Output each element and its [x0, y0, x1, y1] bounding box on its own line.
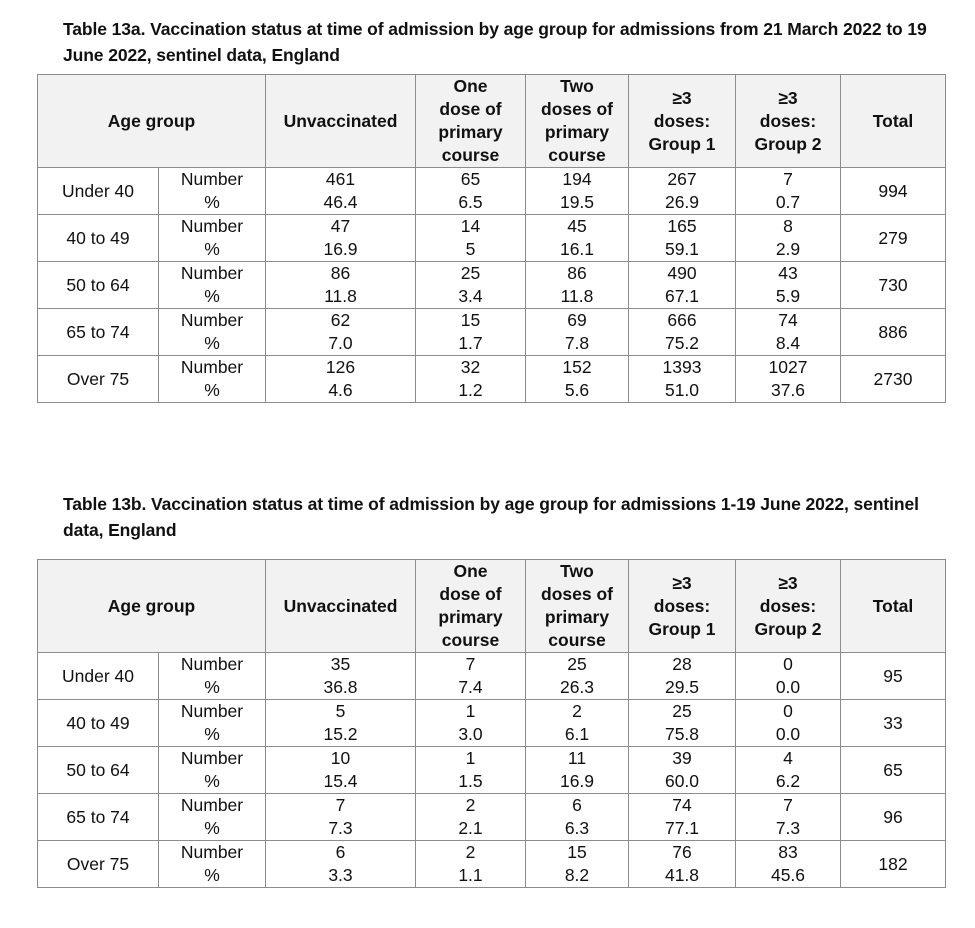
header-two-doses-line: Two — [560, 76, 594, 96]
percent-value: 15.4 — [323, 771, 358, 791]
percent-value: 26.9 — [664, 192, 700, 212]
value-cell — [736, 794, 841, 841]
table-row — [38, 356, 946, 403]
number-value: 0 — [783, 654, 793, 674]
number-value: 1393 — [662, 357, 702, 377]
number-value: 45 — [567, 216, 587, 236]
percent-value: 67.1 — [664, 286, 700, 306]
value-cell — [736, 700, 841, 747]
value-cell — [629, 747, 736, 794]
value-cell — [736, 653, 841, 700]
total-cell: 994 — [841, 168, 946, 215]
metric-percent-label: % — [204, 771, 220, 791]
header-group-2 — [736, 560, 841, 653]
header-unvaccinated: Unvaccinated — [266, 560, 416, 653]
header-group-1 — [629, 75, 736, 168]
table-13a — [37, 74, 946, 403]
value-cell — [416, 309, 526, 356]
metric-label-cell — [159, 215, 266, 262]
percent-value: 2.1 — [458, 818, 483, 838]
metric-label-cell — [159, 309, 266, 356]
header-total: Total — [841, 560, 946, 653]
percent-value: 4.6 — [328, 380, 353, 400]
metric-number-label: Number — [180, 795, 244, 815]
value-cell — [266, 168, 416, 215]
metric-label-cell — [159, 653, 266, 700]
header-one-dose-line: course — [441, 145, 500, 165]
value-cell — [416, 215, 526, 262]
number-value: 461 — [325, 169, 356, 189]
number-value: 7 — [465, 654, 476, 674]
age-group-cell: Under 40 — [38, 168, 159, 215]
header-two-doses-line: doses of — [541, 99, 613, 119]
metric-percent-label: % — [204, 677, 220, 697]
value-cell — [266, 747, 416, 794]
number-value: 47 — [330, 216, 351, 236]
number-value: 43 — [778, 263, 798, 283]
metric-number-label: Number — [180, 169, 244, 189]
total-cell: 730 — [841, 262, 946, 309]
number-value: 39 — [672, 748, 692, 768]
percent-value: 16.1 — [559, 239, 595, 259]
number-value: 6 — [572, 795, 582, 815]
number-value: 2 — [465, 795, 476, 815]
value-cell — [416, 168, 526, 215]
value-cell — [266, 309, 416, 356]
value-cell — [416, 841, 526, 888]
number-value: 74 — [672, 795, 692, 815]
metric-percent-label: % — [204, 333, 220, 353]
header-two-doses-line: course — [548, 630, 606, 650]
number-value: 6 — [335, 842, 346, 862]
age-group-cell: 65 to 74 — [38, 309, 159, 356]
value-cell — [266, 841, 416, 888]
header-one-dose-line: dose of — [439, 584, 502, 604]
number-value: 11 — [567, 748, 587, 768]
metric-number-label: Number — [180, 701, 244, 721]
header-group-2-line: doses: — [759, 595, 817, 616]
value-cell — [526, 841, 629, 888]
number-value: 69 — [567, 310, 587, 330]
total-cell: 95 — [841, 653, 946, 700]
metric-number-label: Number — [180, 263, 244, 283]
number-value: 1027 — [768, 357, 808, 377]
header-group-2 — [736, 75, 841, 168]
header-two-doses-line: doses of — [541, 584, 613, 604]
metric-percent-label: % — [204, 380, 220, 400]
metric-percent-label: % — [204, 286, 220, 306]
metric-number-label: Number — [180, 654, 244, 674]
number-value: 25 — [460, 263, 481, 283]
header-group-1-line: ≥3 — [672, 87, 692, 108]
value-cell — [416, 700, 526, 747]
percent-value: 7.3 — [775, 818, 801, 838]
table-row — [38, 168, 946, 215]
value-cell — [736, 747, 841, 794]
percent-value: 3.0 — [458, 724, 483, 744]
percent-value: 5.9 — [775, 286, 801, 306]
total-cell: 33 — [841, 700, 946, 747]
table-row — [38, 700, 946, 747]
metric-percent-label: % — [204, 818, 220, 838]
number-value: 86 — [330, 263, 351, 283]
percent-value: 41.8 — [664, 865, 700, 885]
number-value: 165 — [667, 216, 697, 236]
percent-value: 1.7 — [458, 333, 483, 353]
header-two-doses-line: Two — [560, 561, 594, 581]
table-13a-title: Table 13a. Vaccination status at time of admission by age group for admissions from 21 March 2022 to 19 June 2022, sentinel data, England — [63, 19, 927, 65]
value-cell — [736, 841, 841, 888]
percent-value: 3.3 — [328, 865, 353, 885]
number-value: 5 — [335, 701, 346, 721]
number-value: 28 — [672, 654, 692, 674]
table-row — [38, 794, 946, 841]
metric-label-cell — [159, 794, 266, 841]
age-group-cell: Under 40 — [38, 653, 159, 700]
value-cell — [736, 309, 841, 356]
metric-label-cell — [159, 262, 266, 309]
metric-percent-label: % — [204, 192, 220, 212]
header-group-2-line: ≥3 — [778, 572, 798, 593]
table-row — [38, 309, 946, 356]
header-one-dose-line: primary — [438, 122, 503, 142]
value-cell — [416, 747, 526, 794]
metric-number-label: Number — [180, 748, 244, 768]
age-group-cell: 65 to 74 — [38, 794, 159, 841]
metric-label-cell — [159, 168, 266, 215]
number-value: 65 — [460, 169, 481, 189]
header-two-doses — [526, 560, 629, 653]
value-cell — [526, 168, 629, 215]
total-cell: 96 — [841, 794, 946, 841]
percent-value: 8.2 — [564, 865, 590, 885]
header-row — [38, 560, 946, 653]
age-group-cell: 40 to 49 — [38, 215, 159, 262]
metric-number-label: Number — [180, 310, 244, 330]
value-cell — [736, 356, 841, 403]
number-value: 8 — [783, 216, 793, 236]
number-value: 32 — [460, 357, 481, 377]
header-two-doses-line: primary — [544, 607, 610, 627]
header-one-dose-line: One — [453, 76, 488, 96]
number-value: 35 — [330, 654, 351, 674]
value-cell — [526, 794, 629, 841]
percent-value: 11.8 — [560, 286, 594, 306]
header-group-1-line: ≥3 — [672, 572, 692, 593]
number-value: 14 — [460, 216, 481, 236]
header-group-1-line: doses: — [653, 595, 711, 616]
percent-value: 11.8 — [324, 286, 357, 306]
number-value: 62 — [330, 310, 351, 330]
percent-value: 3.4 — [458, 286, 483, 306]
value-cell — [736, 168, 841, 215]
number-value: 1 — [465, 701, 476, 721]
number-value: 76 — [672, 842, 692, 862]
number-value: 490 — [667, 263, 697, 283]
value-cell — [629, 309, 736, 356]
header-group-1-line: Group 1 — [648, 133, 716, 154]
number-value: 7 — [335, 795, 346, 815]
metric-percent-label: % — [204, 724, 220, 744]
value-cell — [629, 794, 736, 841]
value-cell — [526, 700, 629, 747]
percent-value: 5.6 — [564, 380, 590, 400]
age-group-cell: 50 to 64 — [38, 262, 159, 309]
metric-percent-label: % — [204, 865, 220, 885]
percent-value: 7.0 — [328, 333, 353, 353]
value-cell — [629, 215, 736, 262]
metric-label-cell — [159, 700, 266, 747]
age-group-cell: 50 to 64 — [38, 747, 159, 794]
percent-value: 2.9 — [775, 239, 801, 259]
header-unvaccinated: Unvaccinated — [266, 75, 416, 168]
value-cell — [416, 794, 526, 841]
percent-value: 15.2 — [323, 724, 358, 744]
percent-value: 6.2 — [775, 771, 801, 791]
header-group-2-line: ≥3 — [778, 87, 798, 108]
age-group-cell: 40 to 49 — [38, 700, 159, 747]
metric-label-cell — [159, 841, 266, 888]
total-cell: 279 — [841, 215, 946, 262]
value-cell — [629, 262, 736, 309]
value-cell — [416, 262, 526, 309]
percent-value: 16.9 — [323, 239, 358, 259]
percent-value: 1.5 — [458, 771, 483, 791]
header-age-group: Age group — [38, 75, 266, 168]
metric-number-label: Number — [180, 216, 244, 236]
percent-value: 59.1 — [664, 239, 700, 259]
header-one-dose-line: course — [441, 630, 500, 650]
number-value: 15 — [567, 842, 587, 862]
percent-value: 6.5 — [458, 192, 483, 212]
number-value: 152 — [562, 357, 592, 377]
percent-value: 77.1 — [664, 818, 700, 838]
table-row — [38, 215, 946, 262]
percent-value: 1.1 — [458, 865, 483, 885]
table-row — [38, 747, 946, 794]
value-cell — [629, 653, 736, 700]
value-cell — [526, 262, 629, 309]
number-value: 25 — [672, 701, 692, 721]
percent-value: 5 — [465, 239, 476, 259]
number-value: 666 — [667, 310, 697, 330]
number-value: 1 — [465, 748, 476, 768]
table-13b — [37, 559, 946, 888]
number-value: 83 — [778, 842, 798, 862]
total-cell: 182 — [841, 841, 946, 888]
percent-value: 29.5 — [664, 677, 700, 697]
number-value: 86 — [567, 263, 587, 283]
value-cell — [266, 215, 416, 262]
percent-value: 75.2 — [664, 333, 700, 353]
header-group-2-line: Group 2 — [754, 133, 822, 154]
percent-value: 16.9 — [559, 771, 595, 791]
value-cell — [416, 653, 526, 700]
percent-value: 0.0 — [775, 724, 801, 744]
percent-value: 7.8 — [564, 333, 590, 353]
value-cell — [266, 653, 416, 700]
age-group-cell: Over 75 — [38, 841, 159, 888]
header-one-dose-line: primary — [438, 607, 503, 627]
number-value: 267 — [667, 169, 697, 189]
value-cell — [266, 700, 416, 747]
table-row — [38, 262, 946, 309]
percent-value: 19.5 — [559, 192, 595, 212]
percent-value: 45.6 — [770, 865, 806, 885]
age-group-cell: Over 75 — [38, 356, 159, 403]
value-cell — [736, 215, 841, 262]
number-value: 74 — [778, 310, 798, 330]
percent-value: 26.3 — [559, 677, 595, 697]
percent-value: 6.3 — [564, 818, 590, 838]
number-value: 7 — [783, 795, 793, 815]
number-value: 0 — [783, 701, 793, 721]
total-cell: 2730 — [841, 356, 946, 403]
percent-value: 0.0 — [775, 677, 801, 697]
header-one-dose — [416, 560, 526, 653]
value-cell — [629, 841, 736, 888]
percent-value: 60.0 — [664, 771, 700, 791]
header-one-dose-line: One — [453, 561, 488, 581]
percent-value: 46.4 — [323, 192, 358, 212]
table-row — [38, 841, 946, 888]
value-cell — [629, 168, 736, 215]
header-group-2-line: doses: — [759, 110, 817, 131]
number-value: 2 — [465, 842, 476, 862]
header-group-1-line: doses: — [653, 110, 711, 131]
percent-value: 7.3 — [328, 818, 353, 838]
value-cell — [266, 794, 416, 841]
table-13b-title: Table 13b. Vaccination status at time of admission by age group for admissions 1-19 June 2022, sentinel data, England — [63, 494, 919, 540]
percent-value: 36.8 — [323, 677, 358, 697]
total-cell: 65 — [841, 747, 946, 794]
metric-label-cell — [159, 356, 266, 403]
number-value: 4 — [783, 748, 793, 768]
percent-value: 37.6 — [770, 380, 806, 400]
header-two-doses-line: primary — [544, 122, 610, 142]
value-cell — [526, 215, 629, 262]
value-cell — [629, 356, 736, 403]
header-two-doses-line: course — [548, 145, 606, 165]
header-total: Total — [841, 75, 946, 168]
number-value: 10 — [330, 748, 351, 768]
value-cell — [266, 356, 416, 403]
header-age-group: Age group — [38, 560, 266, 653]
value-cell — [526, 747, 629, 794]
number-value: 126 — [325, 357, 356, 377]
header-group-1 — [629, 560, 736, 653]
number-value: 25 — [567, 654, 587, 674]
number-value: 15 — [460, 310, 481, 330]
percent-value: 1.2 — [458, 380, 483, 400]
total-cell: 886 — [841, 309, 946, 356]
header-group-1-line: Group 1 — [648, 618, 716, 639]
percent-value: 7.4 — [458, 677, 483, 697]
value-cell — [526, 356, 629, 403]
metric-percent-label: % — [204, 239, 220, 259]
header-group-2-line: Group 2 — [754, 618, 822, 639]
number-value: 7 — [783, 169, 793, 189]
value-cell — [266, 262, 416, 309]
header-one-dose — [416, 75, 526, 168]
header-row — [38, 75, 946, 168]
value-cell — [526, 653, 629, 700]
metric-number-label: Number — [180, 357, 244, 377]
metric-number-label: Number — [180, 842, 244, 862]
metric-label-cell — [159, 747, 266, 794]
value-cell — [629, 700, 736, 747]
percent-value: 8.4 — [775, 333, 801, 353]
value-cell — [416, 356, 526, 403]
percent-value: 51.0 — [664, 380, 700, 400]
value-cell — [526, 309, 629, 356]
header-one-dose-line: dose of — [439, 99, 502, 119]
percent-value: 6.1 — [564, 724, 590, 744]
number-value: 2 — [572, 701, 582, 721]
percent-value: 0.7 — [775, 192, 801, 212]
percent-value: 75.8 — [664, 724, 700, 744]
table-row — [38, 653, 946, 700]
header-two-doses — [526, 75, 629, 168]
value-cell — [736, 262, 841, 309]
number-value: 194 — [562, 169, 592, 189]
